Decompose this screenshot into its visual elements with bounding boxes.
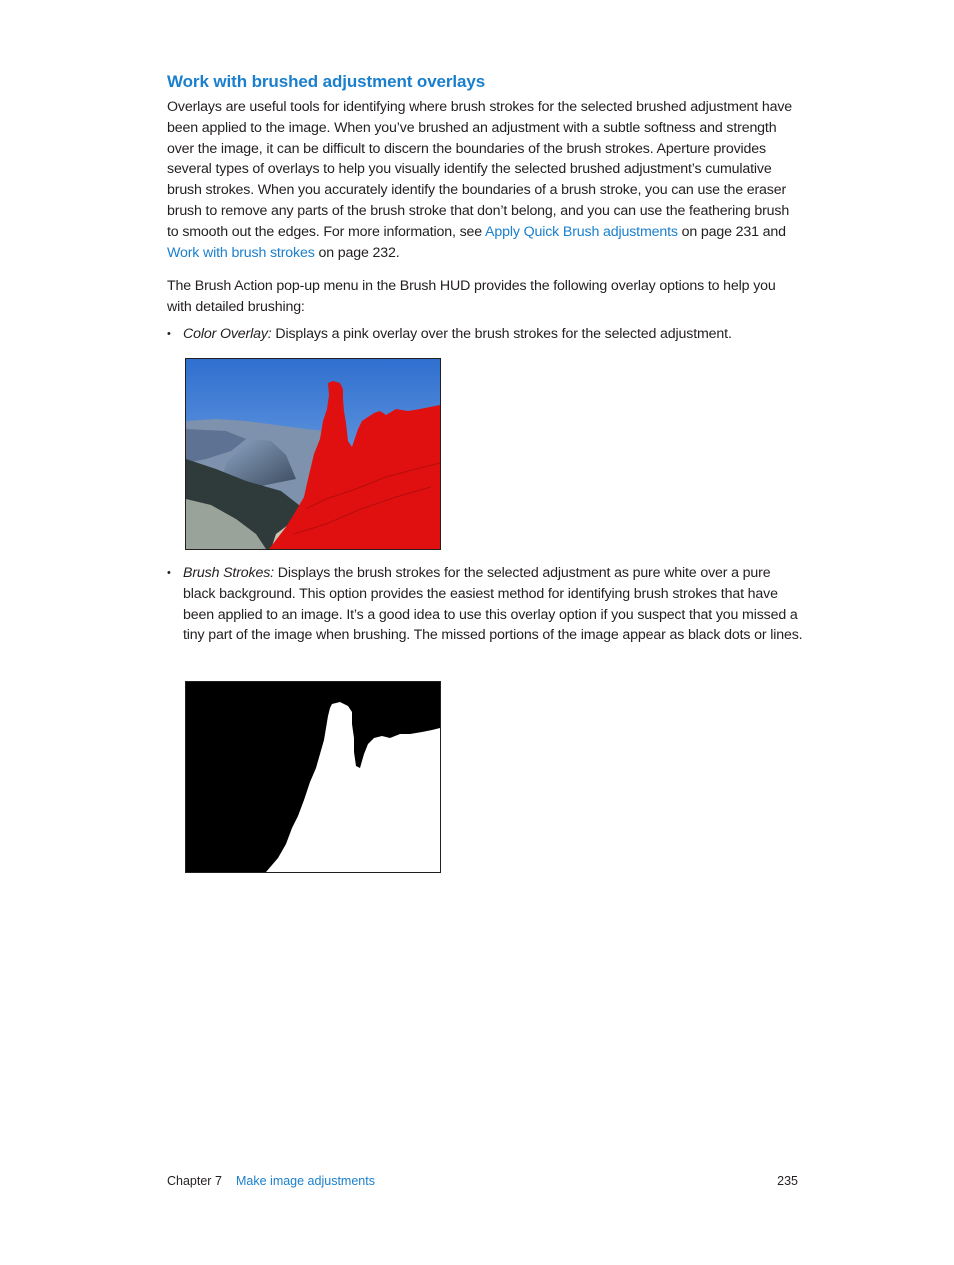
bullet-dot: • [167,567,171,579]
brush-strokes-screenshot [185,681,441,873]
list-item-term: Brush Strokes: [183,565,274,581]
intro-mid-text-2: on page 232. [314,244,400,261]
bullet-dot: • [167,328,171,340]
list-item-body [183,563,803,646]
list-item-text: Displays the brush strokes for the selected adjustment as pure white over a pure black background. This option provides the easiest method for identifying brush strokes that have been applied to an image. It’s a good idea to use this overlay option if you suspect that you missed a tiny part of the image when brushing. The missed portions of the image appear as black dots or lines. [183,565,803,644]
color-overlay-screenshot [185,358,441,550]
intro-paragraph [167,97,803,263]
footer-chapter-title-link[interactable]: Make image adjustments [236,1174,375,1188]
list-item-text: Displays a pink overlay over the brush strokes for the selected adjustment. [271,326,732,342]
footer-page-number: 235 [777,1174,798,1188]
apply-quick-brush-link[interactable]: Apply Quick Brush adjustments [485,223,678,240]
section-heading: Work with brushed adjustment overlays [167,72,486,91]
footer-chapter: Chapter 7 [167,1174,222,1188]
intro-mid-text-1: on page 231 and [677,223,786,240]
page-footer [167,1174,798,1190]
list-item-term: Color Overlay: [183,326,272,342]
overlay-options-paragraph: The Brush Action pop-up menu in the Brush HUD provides the following overlay options to help you with detailed brushing: [167,278,776,315]
list-item-body [183,324,803,345]
work-with-brush-strokes-link[interactable]: Work with brush strokes [167,244,315,261]
intro-text: Overlays are useful tools for identifying where brush strokes for the selected brushed adjustment have been applied to the image. When you’ve brushed an adjustment with a subtle softness and strength over the image, it can be difficult to discern the boundaries of the brush strokes. Aperture provides several types of overlays to help you visually identify the selected brushed adjustment’s cumulative brush strokes. When you accurately identify the boundaries of a brush stroke, you can use the eraser brush to remove any parts of the brush stroke that don’t belong, and you can use the feathering brush to smooth out the edges. For more information, see [167,99,793,240]
